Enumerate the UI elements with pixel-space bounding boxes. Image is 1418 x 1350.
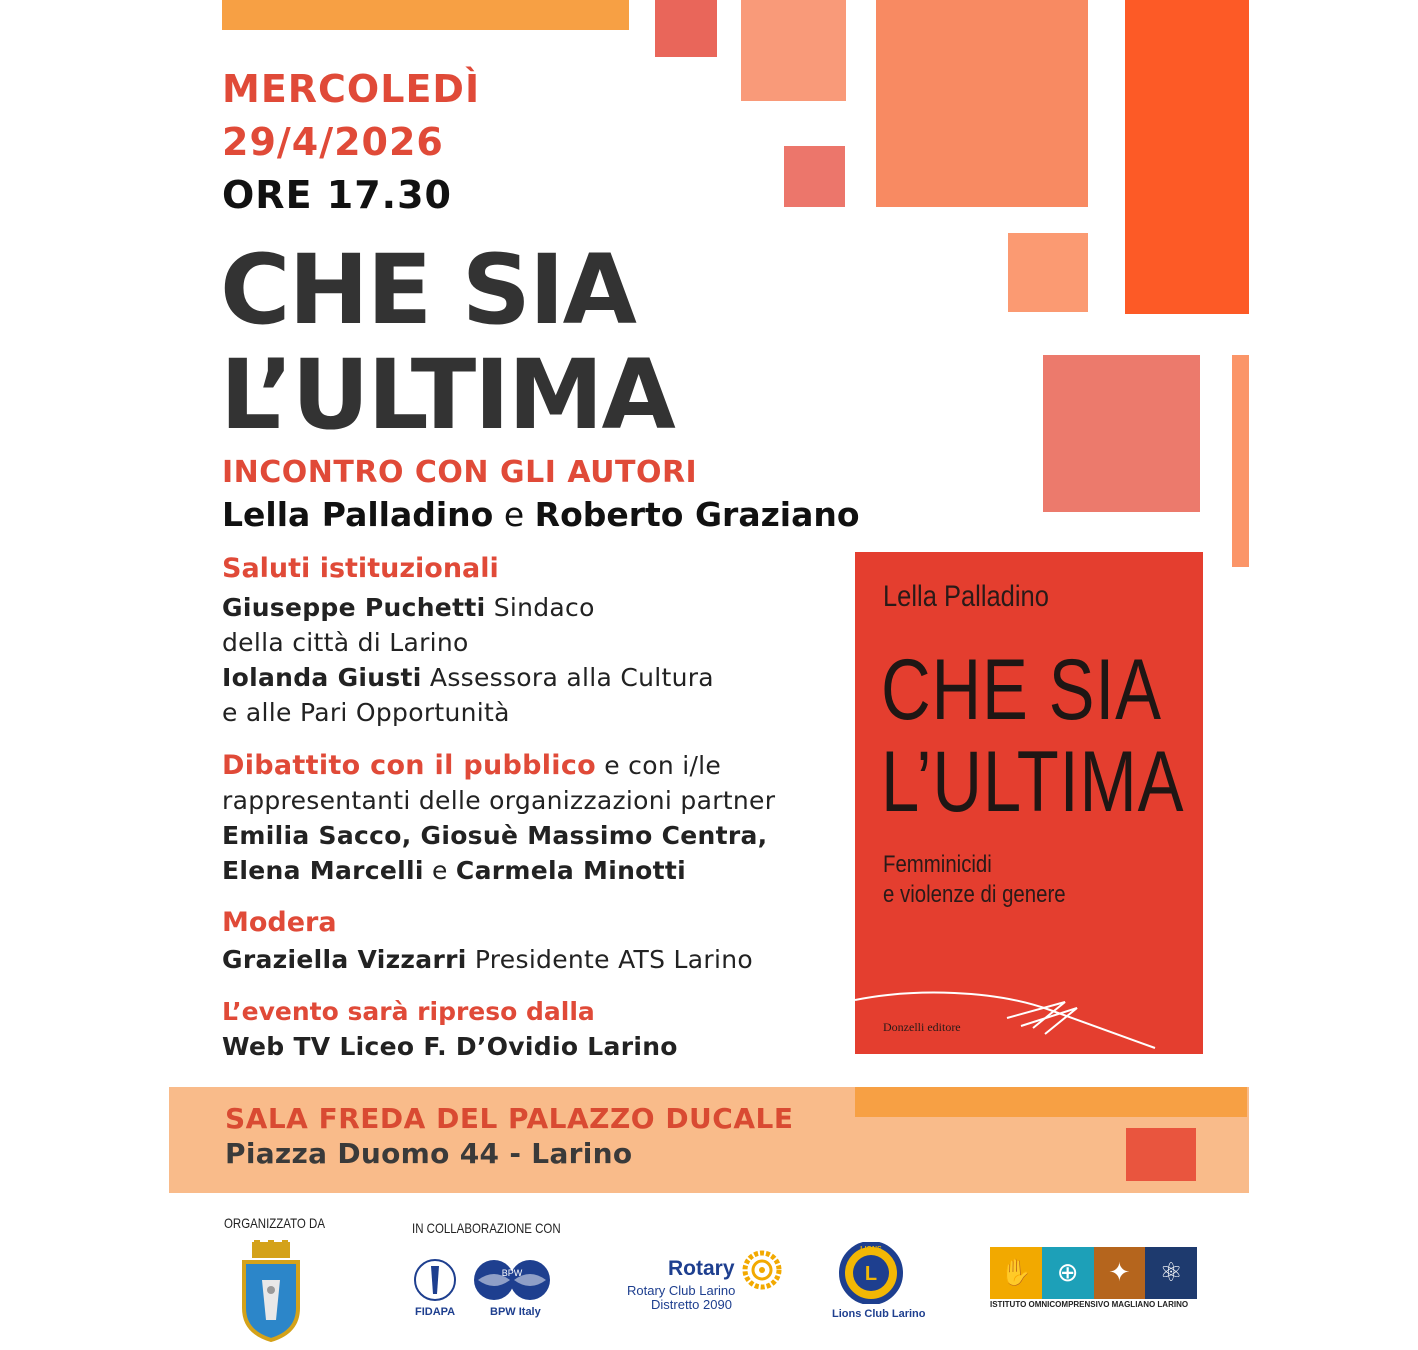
deco-square-salmon-large — [876, 0, 1088, 207]
deco-square-venue-red — [1126, 1128, 1196, 1181]
lions-mark: L — [864, 1263, 878, 1285]
deco-bar-venue-orange — [855, 1087, 1247, 1117]
event-authors — [222, 495, 860, 534]
venue-address: Piazza Duomo 44 - Larino — [225, 1137, 633, 1170]
author-joiner: e — [503, 495, 525, 534]
istituto-logo — [990, 1247, 1197, 1299]
broadcast-heading: L’evento sarà ripreso dalla — [222, 997, 595, 1026]
author-1: Lella Palladino — [222, 495, 494, 534]
istituto-tile-hand-icon: ✋ — [990, 1247, 1042, 1299]
istituto-tile-wheat-icon: ✦ — [1094, 1247, 1146, 1299]
greetings-line3 — [222, 660, 714, 695]
debate-line1 — [222, 748, 775, 783]
book-subtitle-line1: Femminicidi — [883, 851, 992, 878]
moderator-line — [222, 942, 753, 977]
book-publisher: Donzelli editore — [883, 1020, 961, 1034]
bpw-italy-logo — [472, 1258, 552, 1302]
lions-club-logo — [838, 1242, 904, 1304]
greetings-heading: Saluti istituzionali — [222, 553, 499, 584]
broadcast-channel — [222, 1029, 678, 1064]
lions-club-label: Lions Club Larino — [832, 1308, 926, 1320]
organized-by-label: ORGANIZZATO DA — [224, 1215, 325, 1231]
deco-square-rose-top — [655, 0, 717, 57]
deco-square-rose-large — [1043, 355, 1200, 512]
debate-block — [222, 748, 775, 888]
event-title-line2: L’ULTIMA — [220, 339, 674, 451]
istituto-label: ISTITUTO OMNICOMPRENSIVO MAGLIANO LARINO — [990, 1300, 1189, 1309]
lions-ring-label: LIONS — [860, 1246, 882, 1253]
istituto-tile-atom-icon: ⚛ — [1145, 1247, 1197, 1299]
person1-name: Giuseppe Puchetti — [222, 593, 486, 622]
event-time: ORE 17.30 — [222, 173, 452, 217]
bpw-mark: BPW — [501, 1268, 523, 1278]
book-cover — [855, 552, 1203, 1054]
deco-bar-thin-right — [1232, 355, 1249, 567]
event-title-line1: CHE SIA — [220, 234, 635, 346]
debate-names-line1 — [222, 818, 775, 853]
event-subtitle: INCONTRO CON GLI AUTORI — [222, 455, 698, 490]
rotary-wheel-icon — [742, 1250, 782, 1290]
person2-role-a: Assessora alla Cultura — [429, 663, 714, 692]
deco-square-rose-small — [784, 146, 845, 207]
person2-name: Iolanda Giusti — [222, 663, 422, 692]
greetings-line1 — [222, 590, 714, 625]
author-2: Roberto Graziano — [534, 495, 860, 534]
event-weekday: MERCOLEDÌ — [222, 67, 481, 111]
debate-heading: Dibattito con il pubblico — [222, 750, 596, 781]
moderator-name: Graziella Vizzarri — [222, 945, 467, 974]
book-title-line1: CHE SIA — [881, 642, 1162, 738]
istituto-tile-compass-icon: ⊕ — [1042, 1247, 1094, 1299]
book-subtitle-line2: e violenze di genere — [883, 881, 1066, 908]
greetings-block — [222, 590, 714, 730]
person2-role-b: e alle Pari Opportunità — [222, 698, 510, 727]
person1-role-b: della città di Larino — [222, 628, 469, 657]
deco-bar-deep-orange — [1125, 0, 1249, 314]
venue-name: SALA FREDA DEL PALAZZO DUCALE — [225, 1102, 794, 1135]
book-title — [881, 644, 1184, 828]
debate-names-line2 — [222, 853, 775, 888]
book-title-line2: L’ULTIMA — [881, 734, 1185, 830]
larino-coat-of-arms-logo — [240, 1240, 302, 1342]
bpw-italy-label: BPW Italy — [490, 1306, 541, 1318]
fidapa-logo — [413, 1258, 457, 1302]
partner-joiner: e — [431, 856, 448, 885]
rotary-line2: Distretto 2090 — [651, 1297, 732, 1312]
debate-text-b: rappresentanti delle organizzazioni partner — [222, 786, 776, 815]
deco-square-peach-mid — [1008, 233, 1088, 312]
person1-role-a: Sindaco — [493, 593, 595, 622]
moderator-heading: Modera — [222, 907, 337, 938]
partner-names: Emilia Sacco, Giosuè Massimo Centra, — [222, 821, 768, 850]
moderator-role: Presidente ATS Larino — [474, 945, 753, 974]
deco-bar-top-orange — [222, 0, 629, 30]
rotary-title: Rotary — [668, 1257, 735, 1280]
deco-square-peach — [741, 0, 846, 101]
rotary-line1: Rotary Club Larino — [627, 1283, 736, 1298]
broadcast-channel-text: Web TV Liceo F. D’Ovidio Larino — [222, 1032, 678, 1061]
partner-name-4: Carmela Minotti — [455, 856, 687, 885]
book-author: Lella Palladino — [883, 580, 1049, 613]
collaboration-label: IN COLLABORAZIONE CON — [412, 1220, 561, 1236]
event-date: 29/4/2026 — [222, 120, 444, 164]
fidapa-label: FIDAPA — [415, 1306, 456, 1318]
debate-text-a: e con i/le — [604, 751, 722, 780]
book-subtitle — [883, 850, 1066, 910]
book-arrow-graphic — [855, 982, 1203, 1054]
partner-name-3: Elena Marcelli — [222, 856, 424, 885]
